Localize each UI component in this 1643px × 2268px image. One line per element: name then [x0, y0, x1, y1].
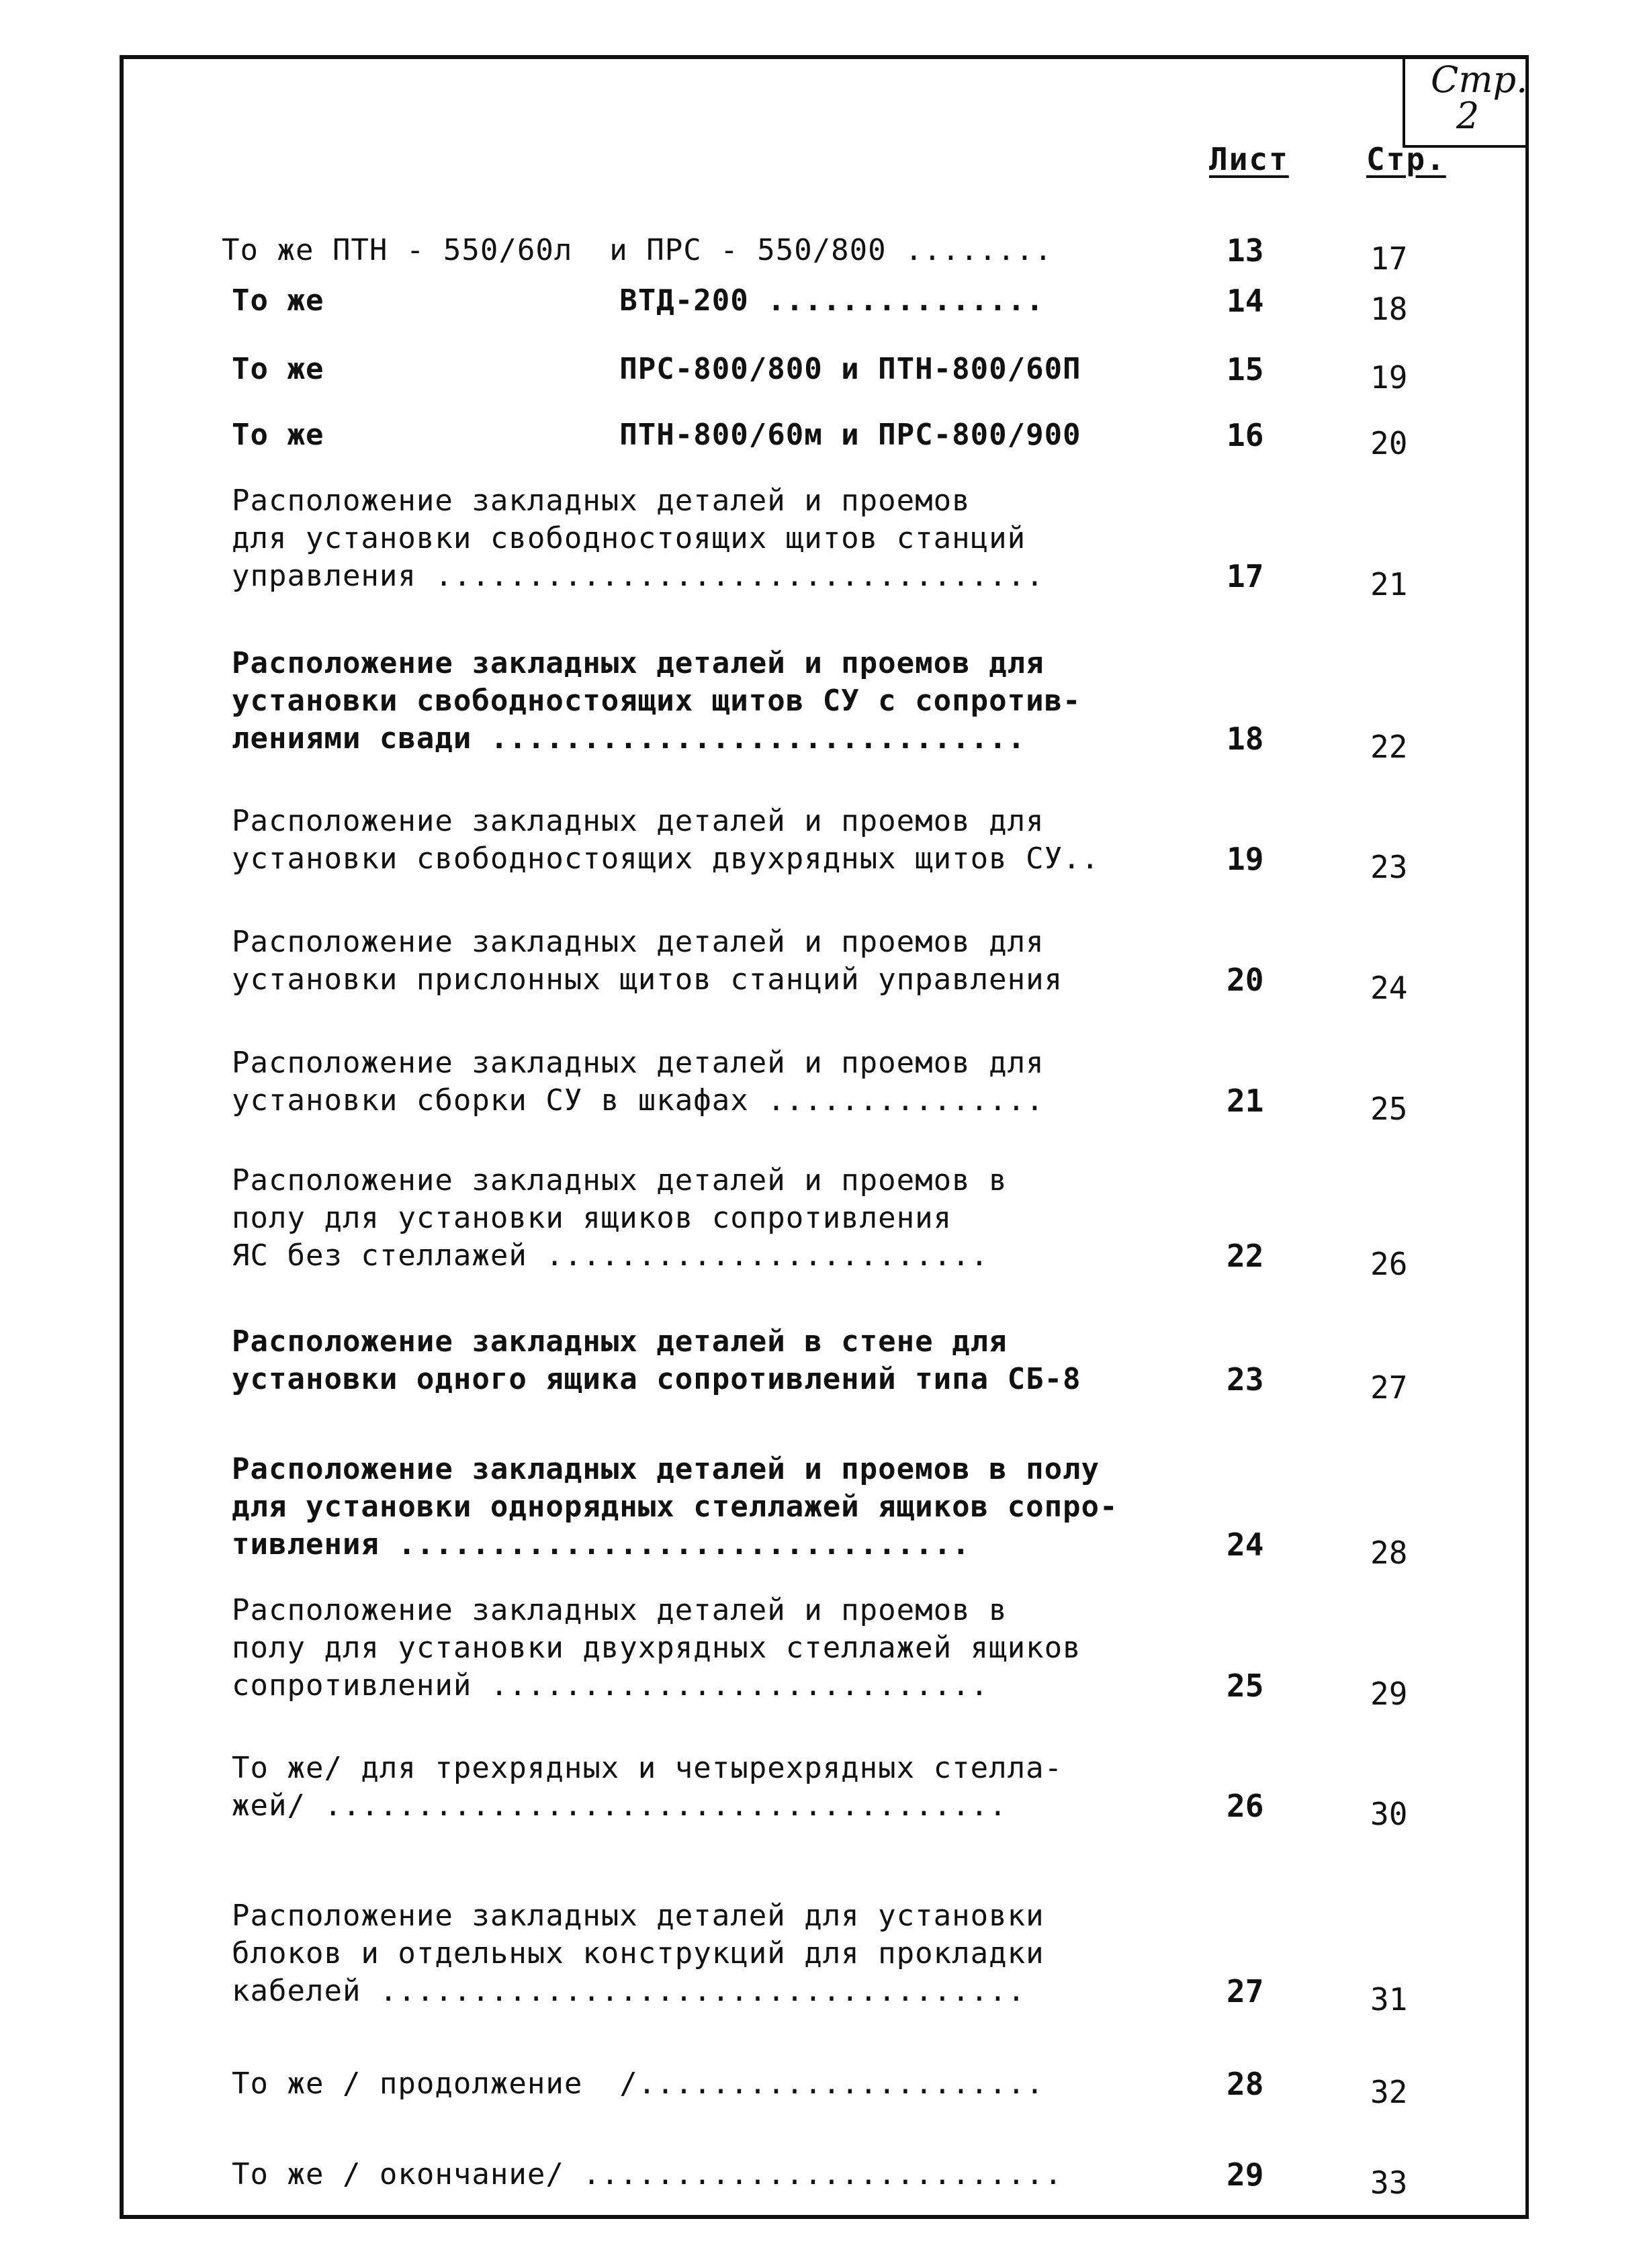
- toc-entry-line: лениями свади .............................: [232, 721, 1026, 756]
- toc-page-number: 22: [1370, 729, 1408, 765]
- toc-entry-line: Расположение закладных деталей и проемов в: [232, 1593, 1008, 1627]
- toc-entry-line: То же ВТД-200 ...............: [232, 283, 1045, 318]
- toc-entry-line: установки сборки СУ в шкафах ...............: [232, 1083, 1045, 1118]
- toc-entry-line: управления .................................: [232, 559, 1045, 593]
- toc-page-number: 17: [1370, 240, 1408, 277]
- toc-page-number: 29: [1370, 1676, 1408, 1712]
- toc-entry-line: Расположение закладных деталей и проемов: [232, 484, 971, 518]
- toc-sheet-number: 14: [1227, 283, 1264, 319]
- toc-entry-line: То же ПРС-800/800 и ПТН-800/60П: [232, 352, 1081, 386]
- page-number-stamp-text: Стр. 2: [1431, 58, 1528, 137]
- toc-sheet-number: 18: [1227, 721, 1264, 757]
- toc-entry-line: для установки однорядных стеллажей ящиков сопро-: [232, 1490, 1118, 1524]
- toc-sheet-number: 19: [1227, 841, 1264, 877]
- toc-page-number: 18: [1370, 291, 1408, 327]
- toc-sheet-number: 21: [1227, 1083, 1264, 1119]
- toc-entry-line: То же ПТН-800/60м и ПРС-800/900: [232, 418, 1081, 452]
- toc-page-number: 24: [1370, 970, 1408, 1006]
- toc-entry-line: кабелей ...................................: [232, 1974, 1026, 2008]
- toc-entry-line: сопротивлений ...........................: [232, 1668, 989, 1703]
- toc-entry-line: блоков и отдельных конструкций для прокладки: [232, 1936, 1045, 1970]
- toc-sheet-number: 26: [1227, 1788, 1264, 1824]
- page-column-header: Стр.: [1366, 141, 1446, 177]
- toc-entry-line: жей/ .....................................: [232, 1788, 1008, 1823]
- toc-page-number: 23: [1370, 849, 1408, 885]
- toc-entry-line: установки свободностоящих щитов СУ с сопротив-: [232, 684, 1081, 718]
- toc-sheet-number: 29: [1227, 2157, 1264, 2193]
- toc-entry-line: тивления ...............................: [232, 1527, 971, 1561]
- toc-entry-line: То же/ для трехрядных и четырехрядных стелла-: [232, 1751, 1063, 1785]
- toc-page-number: 27: [1370, 1369, 1408, 1406]
- toc-entry-line: То же / окончание/ ..........................: [232, 2157, 1063, 2191]
- toc-page-number: 31: [1370, 1981, 1408, 2017]
- toc-sheet-number: 24: [1227, 1527, 1264, 1563]
- toc-sheet-number: 17: [1227, 558, 1264, 594]
- toc-sheet-number: 16: [1227, 417, 1264, 453]
- toc-page-number: 28: [1370, 1535, 1408, 1571]
- toc-sheet-number: 27: [1227, 1973, 1264, 2009]
- toc-entry-line: То же ПТН - 550/60л и ПРС - 550/800 ........: [222, 233, 1053, 267]
- toc-entry-line: Расположение закладных деталей и проемов в: [232, 1163, 1008, 1197]
- toc-sheet-number: 22: [1227, 1238, 1264, 1274]
- toc-entry-line: То же / продолжение /......................: [232, 2067, 1045, 2101]
- toc-page-number: 25: [1370, 1091, 1408, 1127]
- toc-page-number: 21: [1370, 566, 1408, 602]
- toc-entry-line: ЯС без стеллажей ........................: [232, 1238, 989, 1273]
- toc-entry-line: Расположение закладных деталей и проемов в полу: [232, 1452, 1100, 1486]
- toc-entry-line: установки свободностоящих двухрядных щитов СУ..: [232, 842, 1100, 876]
- toc-sheet-number: 25: [1227, 1668, 1264, 1704]
- toc-entry-line: полу для установки двухрядных стеллажей ящиков: [232, 1631, 1081, 1665]
- toc-entry-line: полу для установки ящиков сопротивления: [232, 1201, 952, 1235]
- sheet-column-header: Лист: [1209, 141, 1289, 177]
- toc-sheet-number: 28: [1227, 2066, 1264, 2102]
- toc-entry-line: установки одного ящика сопротивлений типа СБ-8: [232, 1362, 1081, 1396]
- toc-entry-line: Расположение закладных деталей и проемов для: [232, 1046, 1045, 1080]
- toc-page-number: 32: [1370, 2074, 1408, 2110]
- toc-entry-line: Расположение закладных деталей в стене для: [232, 1324, 1008, 1359]
- toc-page-number: 33: [1370, 2165, 1408, 2201]
- toc-entry-line: Расположение закладных деталей и проемов для: [232, 804, 1045, 838]
- toc-sheet-number: 23: [1227, 1361, 1264, 1398]
- toc-entry-line: для установки свободностоящих щитов станций: [232, 521, 1026, 555]
- toc-page-number: 26: [1370, 1246, 1408, 1282]
- toc-sheet-number: 20: [1227, 962, 1264, 998]
- toc-entry-line: Расположение закладных деталей для установки: [232, 1899, 1045, 1933]
- toc-entry-line: Расположение закладных деталей и проемов для: [232, 646, 1045, 680]
- toc-entry-line: установки прислонных щитов станций управления: [232, 962, 1063, 997]
- toc-page-number: 20: [1370, 425, 1408, 461]
- toc-sheet-number: 13: [1227, 232, 1264, 269]
- toc-sheet-number: 15: [1227, 351, 1264, 388]
- toc-page-number: 19: [1370, 359, 1408, 396]
- toc-entry-line: Расположение закладных деталей и проемов для: [232, 925, 1045, 959]
- toc-page-number: 30: [1370, 1796, 1408, 1832]
